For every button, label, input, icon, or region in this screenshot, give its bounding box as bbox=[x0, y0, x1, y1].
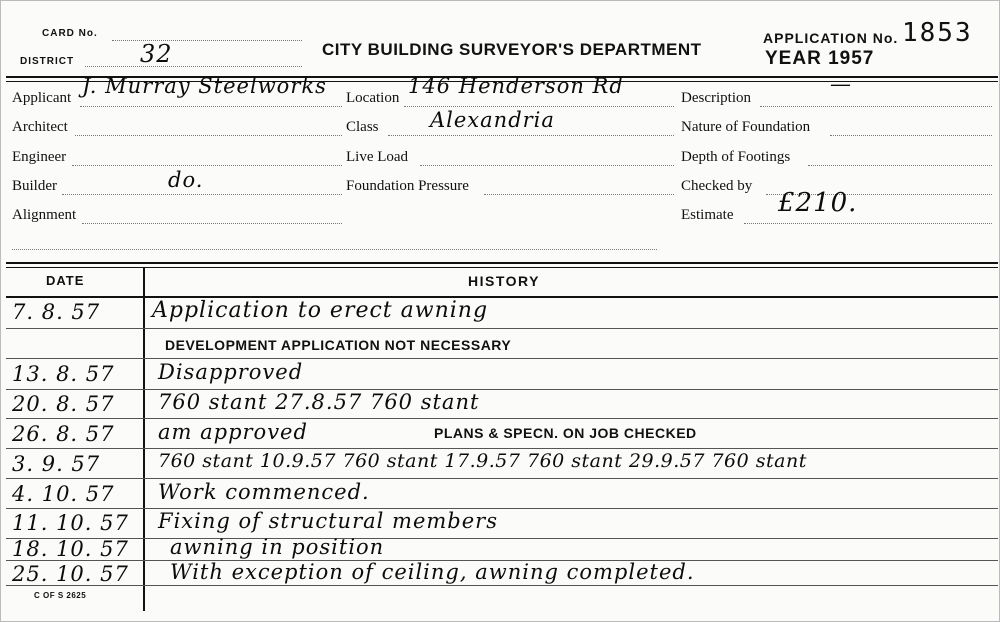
history-entry: 760 stant 27.8.57 760 stant bbox=[158, 390, 480, 414]
builder-value: do. bbox=[168, 168, 204, 192]
history-date: 26. 8. 57 bbox=[12, 422, 115, 446]
card-no-label: CARD No. bbox=[42, 28, 98, 39]
department-title: CITY BUILDING SURVEYOR'S DEPARTMENT bbox=[322, 40, 702, 59]
form-code: C OF S 2625 bbox=[34, 591, 87, 600]
history-header: HISTORY bbox=[468, 273, 540, 289]
history-date: 13. 8. 57 bbox=[12, 362, 115, 386]
engineer-label: Engineer bbox=[12, 149, 67, 165]
builder-label: Builder bbox=[12, 178, 57, 194]
nature-of-foundation-label: Nature of Foundation bbox=[681, 119, 811, 135]
class-value: Alexandria bbox=[430, 108, 555, 132]
class-label: Class bbox=[346, 119, 379, 135]
history-date: 3. 9. 57 bbox=[12, 452, 101, 476]
plans-checked-stamp: PLANS & SPECN. ON JOB CHECKED bbox=[434, 425, 697, 441]
live-load-label: Live Load bbox=[346, 149, 409, 165]
history-entry: With exception of ceiling, awning completed. bbox=[170, 560, 695, 584]
applicant-label: Applicant bbox=[12, 90, 72, 106]
application-no-value: 1853 bbox=[902, 18, 973, 48]
history-date: 18. 10. 57 bbox=[12, 537, 129, 561]
depth-of-footings-label: Depth of Footings bbox=[681, 149, 791, 165]
history-entry: awning in position bbox=[170, 535, 385, 559]
estimate-label: Estimate bbox=[681, 207, 734, 223]
history-entry: Disapproved bbox=[158, 360, 304, 384]
description-value: — bbox=[830, 72, 852, 96]
history-entry: 760 stant 10.9.57 760 stant 17.9.57 760 stant 29.9.57 760 stant bbox=[158, 450, 807, 472]
location-value: 146 Henderson Rd bbox=[408, 74, 624, 98]
district-value: 32 bbox=[140, 40, 173, 68]
alignment-label: Alignment bbox=[12, 207, 77, 223]
history-entry: Application to erect awning bbox=[152, 298, 489, 323]
estimate-value: £210. bbox=[778, 188, 858, 218]
date-header: DATE bbox=[46, 273, 85, 288]
history-date: 7. 8. 57 bbox=[12, 300, 101, 324]
history-entry: am approved bbox=[158, 420, 308, 444]
year-label: YEAR 1957 bbox=[765, 48, 875, 69]
application-no-label: APPLICATION No. bbox=[763, 30, 899, 46]
applicant-value: J. Murray Steelworks bbox=[82, 74, 327, 98]
description-label: Description bbox=[681, 90, 751, 106]
architect-label: Architect bbox=[12, 119, 68, 135]
history-entry: Fixing of structural members bbox=[158, 509, 498, 533]
development-stamp: DEVELOPMENT APPLICATION NOT NECESSARY bbox=[165, 337, 512, 353]
history-date: 4. 10. 57 bbox=[12, 482, 115, 506]
history-entry: Work commenced. bbox=[158, 480, 370, 504]
location-label: Location bbox=[346, 90, 400, 106]
district-label: DISTRICT bbox=[20, 56, 75, 67]
history-date: 20. 8. 57 bbox=[12, 392, 115, 416]
history-date: 25. 10. 57 bbox=[12, 562, 129, 586]
foundation-pressure-label: Foundation Pressure bbox=[346, 178, 469, 194]
history-date: 11. 10. 57 bbox=[12, 511, 129, 535]
checked-by-label: Checked by bbox=[681, 178, 753, 194]
